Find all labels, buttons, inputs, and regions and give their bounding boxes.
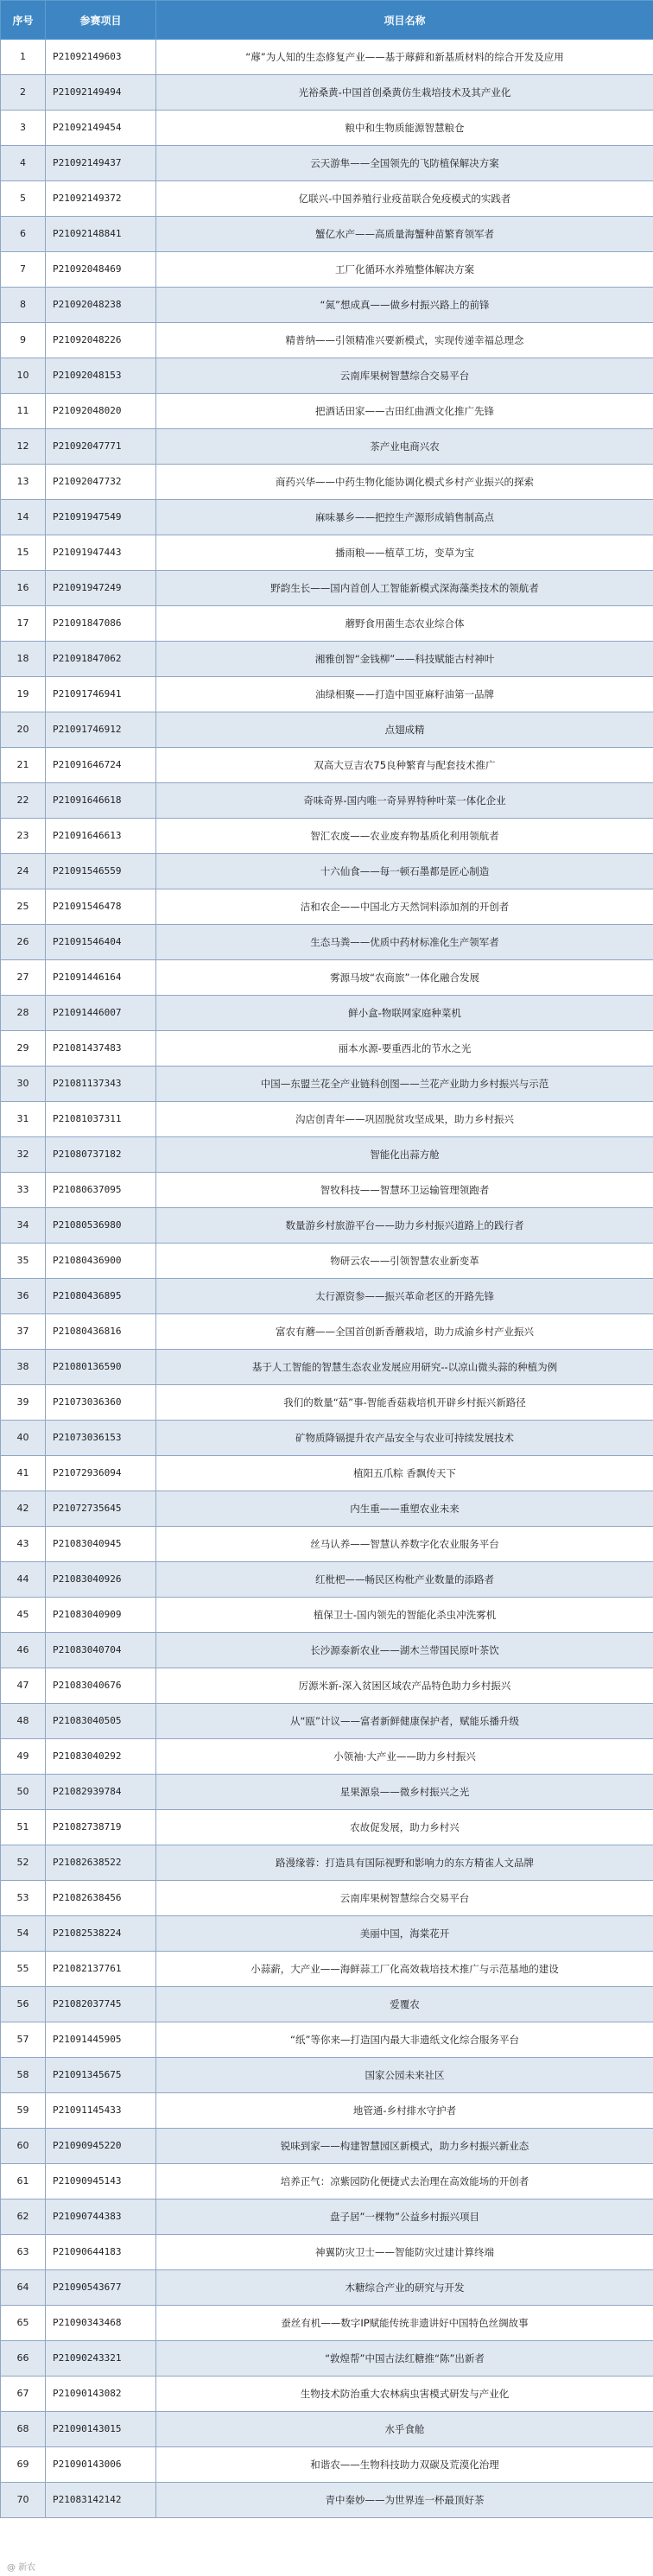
project-name: 中国—东盟兰花全产业链科创图——兰花产业助力乡村振兴与示范 (156, 1066, 653, 1102)
project-code: P21092048469 (46, 252, 156, 288)
project-name: 麻味暴乡——把控生产源形成销售制高点 (156, 500, 653, 535)
project-code: P21081437483 (46, 1031, 156, 1066)
project-code: P21090744383 (46, 2199, 156, 2235)
project-code: P21092148841 (46, 217, 156, 252)
project-name: 鲜小盒-物联网家庭种菜机 (156, 996, 653, 1031)
row-number: 47 (1, 1668, 46, 1704)
table-row (1, 996, 653, 1031)
row-number: 69 (1, 2447, 46, 2483)
project-code: P21083142142 (46, 2483, 156, 2518)
table-row (1, 1916, 653, 1952)
project-name: 奇味奇界-国内唯一奇异界特种叶菜一体化企业 (156, 783, 653, 819)
project-name: 云南库果树智慧综合交易平台 (156, 358, 653, 394)
project-code: P21091646613 (46, 819, 156, 854)
table-row (1, 1527, 653, 1562)
project-name: 油绿相聚——打造中国亚麻籽油第一品牌 (156, 677, 653, 712)
row-number: 38 (1, 1350, 46, 1385)
project-code: P21092048238 (46, 288, 156, 323)
project-name: 物研云农——引领智慧农业新变革 (156, 1244, 653, 1279)
table-row (1, 1031, 653, 1066)
project-name: 国家公园未来社区 (156, 2058, 653, 2093)
project-name: 长沙源泰新农业——湖木兰带国民原叶茶饮 (156, 1633, 653, 1668)
table-row (1, 571, 653, 606)
project-code: P21091546559 (46, 854, 156, 889)
project-code: P21090343468 (46, 2306, 156, 2341)
table-row (1, 2199, 653, 2235)
project-code: P21091646618 (46, 783, 156, 819)
table-row (1, 146, 653, 181)
column-header-name: 项目名称 (156, 1, 653, 40)
row-number: 11 (1, 394, 46, 429)
project-name: 木糖综合产业的研究与开发 (156, 2270, 653, 2306)
project-name: 茶产业电商兴农 (156, 429, 653, 465)
table-row (1, 1173, 653, 1208)
project-name: 把酒话田家——古田红曲酒文化推广先锋 (156, 394, 653, 429)
table-row (1, 1137, 653, 1173)
project-name: 小蒜薪，大产业——海鲜蒜工厂化高效栽培技术推广与示范基地的建设 (156, 1952, 653, 1987)
table-row (1, 1066, 653, 1102)
project-name: 太行源资参——振兴革命老区的开路先锋 (156, 1279, 653, 1314)
project-code: P21092149372 (46, 181, 156, 217)
row-number: 42 (1, 1491, 46, 1527)
project-name: 厉源米新-深入贫困区域农产品特色助力乡村振兴 (156, 1668, 653, 1704)
row-number: 10 (1, 358, 46, 394)
project-code: P21083040926 (46, 1562, 156, 1598)
project-code: P21082638456 (46, 1881, 156, 1916)
project-name: 爱覆农 (156, 1987, 653, 2022)
project-name: 水乎食舱 (156, 2412, 653, 2447)
table-row (1, 181, 653, 217)
project-code: P21092149603 (46, 40, 156, 75)
project-name: 生态马粪——优质中药材标准化生产领军者 (156, 925, 653, 960)
table-row (1, 2022, 653, 2058)
row-number: 2 (1, 75, 46, 111)
project-name: 农故促发展，助力乡村兴 (156, 1810, 653, 1845)
row-number: 8 (1, 288, 46, 323)
project-code: P21090243321 (46, 2341, 156, 2377)
project-code: P21072936094 (46, 1456, 156, 1491)
project-code: P21090143082 (46, 2377, 156, 2412)
table-row (1, 1208, 653, 1244)
table-row (1, 1244, 653, 1279)
project-name: 湘雅创智“金钱柳”——科技赋能古村神叶 (156, 642, 653, 677)
row-number: 12 (1, 429, 46, 465)
row-number: 14 (1, 500, 46, 535)
row-number: 37 (1, 1314, 46, 1350)
project-name: 植保卫士-国内领先的智能化杀虫冲洗雾机 (156, 1598, 653, 1633)
table-row (1, 358, 653, 394)
project-code: P21092149437 (46, 146, 156, 181)
row-number: 70 (1, 2483, 46, 2518)
row-number: 43 (1, 1527, 46, 1562)
table-row (1, 111, 653, 146)
project-code: P21090143015 (46, 2412, 156, 2447)
project-name: 十六仙食——每一顿石墨都是匠心制造 (156, 854, 653, 889)
project-code: P21090945220 (46, 2129, 156, 2164)
table-row (1, 1810, 653, 1845)
row-number: 19 (1, 677, 46, 712)
row-number: 26 (1, 925, 46, 960)
table-row (1, 1279, 653, 1314)
project-name: 神翼防灾卫士——智能防灾过建计算终端 (156, 2235, 653, 2270)
project-code: P21091847086 (46, 606, 156, 642)
project-name: 锐味到家——构建智慧园区新模式，助力乡村振兴新业态 (156, 2129, 653, 2164)
table-row (1, 535, 653, 571)
table-row (1, 252, 653, 288)
project-code: P21090543677 (46, 2270, 156, 2306)
table-row (1, 1350, 653, 1385)
project-name: 培养正气：凉紫园防化便捷式去治理在高效能场的开创者 (156, 2164, 653, 2199)
project-name: 星果源泉——微乡村振兴之光 (156, 1775, 653, 1810)
project-code: P21092048153 (46, 358, 156, 394)
table-row (1, 40, 653, 75)
table-row (1, 1598, 653, 1633)
project-name: 美丽中国，海棠花开 (156, 1916, 653, 1952)
project-name: 红枇杷——畅民区构枇产业数量的添路者 (156, 1562, 653, 1598)
project-name: 生物技术防治重大农林病虫害模式研发与产业化 (156, 2377, 653, 2412)
project-name: 数量游乡村旅游平台——助力乡村振兴道路上的践行者 (156, 1208, 653, 1244)
table-row (1, 783, 653, 819)
table-row (1, 1881, 653, 1916)
project-code: P21080436816 (46, 1314, 156, 1350)
project-code: P21092048226 (46, 323, 156, 358)
column-header-no: 序号 (1, 1, 46, 40)
table-row (1, 2129, 653, 2164)
row-number: 33 (1, 1173, 46, 1208)
table-row (1, 889, 653, 925)
row-number: 56 (1, 1987, 46, 2022)
row-number: 45 (1, 1598, 46, 1633)
row-number: 61 (1, 2164, 46, 2199)
project-name: “蓐”为人知的生态修复产业——基于蓐藓和新基质材料的综合开发及应用 (156, 40, 653, 75)
project-name: 基于人工智能的智慧生态农业发展应用研究--以凉山微头蒜的种植为例 (156, 1350, 653, 1385)
project-code: P21082638522 (46, 1845, 156, 1881)
project-name: 云天游隼——全国领先的飞防植保解决方案 (156, 146, 653, 181)
row-number: 57 (1, 2022, 46, 2058)
project-name: 青中秦妙——为世界连一杯最顶好茶 (156, 2483, 653, 2518)
project-code: P21083040505 (46, 1704, 156, 1739)
project-code: P21083040945 (46, 1527, 156, 1562)
table-row (1, 854, 653, 889)
project-code: P21080637095 (46, 1173, 156, 1208)
table-row (1, 712, 653, 748)
header-row (1, 1, 653, 40)
project-code: P21082538224 (46, 1916, 156, 1952)
table-row (1, 2270, 653, 2306)
table-row (1, 2341, 653, 2377)
table-row (1, 1704, 653, 1739)
project-name: 内生重——重塑农业未来 (156, 1491, 653, 1527)
project-name: “纸”等你来—打造国内最大非遗纸文化综合服务平台 (156, 2022, 653, 2058)
table-row (1, 2235, 653, 2270)
project-code: P21082037745 (46, 1987, 156, 2022)
project-code: P21091947443 (46, 535, 156, 571)
row-number: 23 (1, 819, 46, 854)
project-code: P21091746941 (46, 677, 156, 712)
project-name: 我们的数量“菇”事-智能香菇栽培机开辟乡村振兴新路径 (156, 1385, 653, 1421)
row-number: 58 (1, 2058, 46, 2093)
project-name: 光裕桑黄-中国首创桑黄仿生栽培技术及其产业化 (156, 75, 653, 111)
table-row (1, 606, 653, 642)
row-number: 27 (1, 960, 46, 996)
table-row (1, 288, 653, 323)
row-number: 32 (1, 1137, 46, 1173)
project-name: 地管通-乡村排水守护者 (156, 2093, 653, 2129)
project-code: P21090143006 (46, 2447, 156, 2483)
project-code: P21091546404 (46, 925, 156, 960)
project-code: P21080136590 (46, 1350, 156, 1385)
row-number: 22 (1, 783, 46, 819)
project-name: 和谐农——生物科技助力双碳及荒漠化治理 (156, 2447, 653, 2483)
project-name: 蘑野食用菌生态农业综合体 (156, 606, 653, 642)
project-name: 丝马认养——智慧认养数字化农业服务平台 (156, 1527, 653, 1562)
project-name: 路漫缘蓉：打造具有国际视野和影响力的东方精雀人文品牌 (156, 1845, 653, 1881)
project-code: P21090644183 (46, 2235, 156, 2270)
table-row (1, 1739, 653, 1775)
row-number: 66 (1, 2341, 46, 2377)
row-number: 16 (1, 571, 46, 606)
row-number: 46 (1, 1633, 46, 1668)
row-number: 40 (1, 1421, 46, 1456)
project-code: P21092047732 (46, 465, 156, 500)
project-name: 洁和农企——中国北方天然饲料添加剂的开创者 (156, 889, 653, 925)
table-row (1, 1987, 653, 2022)
project-code: P21082738719 (46, 1810, 156, 1845)
project-code: P21092149454 (46, 111, 156, 146)
project-name: 盘子居”一棵物”公益乡村振兴项目 (156, 2199, 653, 2235)
project-code: P21092048020 (46, 394, 156, 429)
project-name: 工厂化循环水养殖整体解决方案 (156, 252, 653, 288)
row-number: 7 (1, 252, 46, 288)
project-code: P21080436900 (46, 1244, 156, 1279)
row-number: 13 (1, 465, 46, 500)
row-number: 5 (1, 181, 46, 217)
row-number: 64 (1, 2270, 46, 2306)
project-code: P21080436895 (46, 1279, 156, 1314)
row-number: 68 (1, 2412, 46, 2447)
table-row (1, 1775, 653, 1810)
table-row (1, 429, 653, 465)
row-number: 21 (1, 748, 46, 783)
project-name: 智汇农废——农业废弃物基质化利用领航者 (156, 819, 653, 854)
table-row (1, 2306, 653, 2341)
row-number: 31 (1, 1102, 46, 1137)
row-number: 6 (1, 217, 46, 252)
row-number: 4 (1, 146, 46, 181)
table-row (1, 1633, 653, 1668)
table-body (1, 40, 653, 2518)
table-row (1, 2058, 653, 2093)
project-name: 播雨粮——植草工坊，变草为宝 (156, 535, 653, 571)
row-number: 20 (1, 712, 46, 748)
table-row (1, 500, 653, 535)
row-number: 59 (1, 2093, 46, 2129)
project-code: P21091746912 (46, 712, 156, 748)
row-number: 1 (1, 40, 46, 75)
project-code: P21092047771 (46, 429, 156, 465)
row-number: 30 (1, 1066, 46, 1102)
row-number: 60 (1, 2129, 46, 2164)
table-row (1, 75, 653, 111)
row-number: 36 (1, 1279, 46, 1314)
row-number: 17 (1, 606, 46, 642)
table-row (1, 642, 653, 677)
project-code: P21082137761 (46, 1952, 156, 1987)
table-row (1, 2377, 653, 2412)
project-name: 矿物质降镉提升农产品安全与农业可持续发展技术 (156, 1421, 653, 1456)
project-name: 亿联兴-中国养殖行业疫苗联合免疫模式的实践者 (156, 181, 653, 217)
project-code: P21091947549 (46, 500, 156, 535)
project-code: P21091446007 (46, 996, 156, 1031)
table-row (1, 748, 653, 783)
table-row (1, 2093, 653, 2129)
row-number: 35 (1, 1244, 46, 1279)
project-code: P21091145433 (46, 2093, 156, 2129)
row-number: 62 (1, 2199, 46, 2235)
row-number: 50 (1, 1775, 46, 1810)
watermark: @ 新农 (7, 2563, 36, 2573)
table-row (1, 2483, 653, 2518)
table-row (1, 465, 653, 500)
project-code: P21081037311 (46, 1102, 156, 1137)
project-code: P21081137343 (46, 1066, 156, 1102)
column-header-code: 参赛项目 (46, 1, 156, 40)
table-row (1, 819, 653, 854)
table-row (1, 2447, 653, 2483)
table-row (1, 323, 653, 358)
project-name: 精普纳——引领精准兴要新模式，实现传递幸福总理念 (156, 323, 653, 358)
table-row (1, 1385, 653, 1421)
project-code: P21083040676 (46, 1668, 156, 1704)
project-name: 野韵生长——国内首创人工智能新模式深海藻类技术的领航者 (156, 571, 653, 606)
row-number: 51 (1, 1810, 46, 1845)
row-number: 39 (1, 1385, 46, 1421)
project-code: P21072735645 (46, 1491, 156, 1527)
row-number: 29 (1, 1031, 46, 1066)
row-number: 53 (1, 1881, 46, 1916)
project-code: P21092149494 (46, 75, 156, 111)
table-row (1, 677, 653, 712)
project-code: P21091847062 (46, 642, 156, 677)
row-number: 25 (1, 889, 46, 925)
project-code: P21083040909 (46, 1598, 156, 1633)
table-row (1, 960, 653, 996)
row-number: 63 (1, 2235, 46, 2270)
table-row (1, 2164, 653, 2199)
row-number: 65 (1, 2306, 46, 2341)
table-row (1, 1952, 653, 1987)
project-code: P21083040292 (46, 1739, 156, 1775)
project-code: P21091947249 (46, 571, 156, 606)
table-row (1, 394, 653, 429)
table-row (1, 1668, 653, 1704)
row-number: 49 (1, 1739, 46, 1775)
table-row (1, 1562, 653, 1598)
project-name: “敦煌帮”中国古法红糖推“陈”出新者 (156, 2341, 653, 2377)
project-name: “氮”想成真——做乡村振兴路上的前锋 (156, 288, 653, 323)
row-number: 41 (1, 1456, 46, 1491)
project-name: 沟店创青年——巩固脱贫攻坚成果，助力乡村振兴 (156, 1102, 653, 1137)
project-code: P21073036360 (46, 1385, 156, 1421)
project-code: P21091446164 (46, 960, 156, 996)
table-row (1, 1314, 653, 1350)
row-number: 15 (1, 535, 46, 571)
project-name: 双高大豆吉农75良种繁育与配套技术推广 (156, 748, 653, 783)
project-name: 蟹亿水产——高质量海蟹种苗繁育领军者 (156, 217, 653, 252)
project-name: 粮中和生物质能源智慧粮仓 (156, 111, 653, 146)
project-code: P21090945143 (46, 2164, 156, 2199)
row-number: 3 (1, 111, 46, 146)
row-number: 34 (1, 1208, 46, 1244)
row-number: 52 (1, 1845, 46, 1881)
table-row (1, 925, 653, 960)
table-row (1, 1421, 653, 1456)
project-name: 智牧科技——智慧环卫运输管理领跑者 (156, 1173, 653, 1208)
table-row (1, 2412, 653, 2447)
table-row (1, 1845, 653, 1881)
project-name: 蚕丝有机——数字IP赋能传统非遗讲好中国特色丝绸故事 (156, 2306, 653, 2341)
row-number: 18 (1, 642, 46, 677)
project-code: P21091445905 (46, 2022, 156, 2058)
project-code: P21091546478 (46, 889, 156, 925)
project-code: P21091646724 (46, 748, 156, 783)
table-row (1, 1102, 653, 1137)
row-number: 67 (1, 2377, 46, 2412)
row-number: 48 (1, 1704, 46, 1739)
row-number: 28 (1, 996, 46, 1031)
project-name: 点翅成精 (156, 712, 653, 748)
row-number: 54 (1, 1916, 46, 1952)
project-name: 丽本水源-要重西北的节水之光 (156, 1031, 653, 1066)
project-name: 从“瓯”计议——富者新鲜健康保护者，赋能乐播升级 (156, 1704, 653, 1739)
project-name: 富农有蘑——全国首创新香蘑栽培，助力成渝乡村产业振兴 (156, 1314, 653, 1350)
project-name: 智能化出蒜方舱 (156, 1137, 653, 1173)
table-row (1, 217, 653, 252)
table-row (1, 1456, 653, 1491)
project-code: P21080737182 (46, 1137, 156, 1173)
project-name: 植阳五爪粽 香飘传天下 (156, 1456, 653, 1491)
table-row (1, 1491, 653, 1527)
project-code: P21083040704 (46, 1633, 156, 1668)
project-name: 云南库果树智慧综合交易平台 (156, 1881, 653, 1916)
row-number: 44 (1, 1562, 46, 1598)
project-code: P21082939784 (46, 1775, 156, 1810)
project-name: 雾源马坡“农商旅”一体化融合发展 (156, 960, 653, 996)
project-name: 小领袖·大产业——助力乡村振兴 (156, 1739, 653, 1775)
table-header (1, 1, 653, 40)
project-code: P21091345675 (46, 2058, 156, 2093)
project-code: P21080536980 (46, 1208, 156, 1244)
row-number: 9 (1, 323, 46, 358)
project-name: 商药兴华——中药生物化能协调化模式乡村产业振兴的探索 (156, 465, 653, 500)
project-code: P21073036153 (46, 1421, 156, 1456)
row-number: 55 (1, 1952, 46, 1987)
row-number: 24 (1, 854, 46, 889)
